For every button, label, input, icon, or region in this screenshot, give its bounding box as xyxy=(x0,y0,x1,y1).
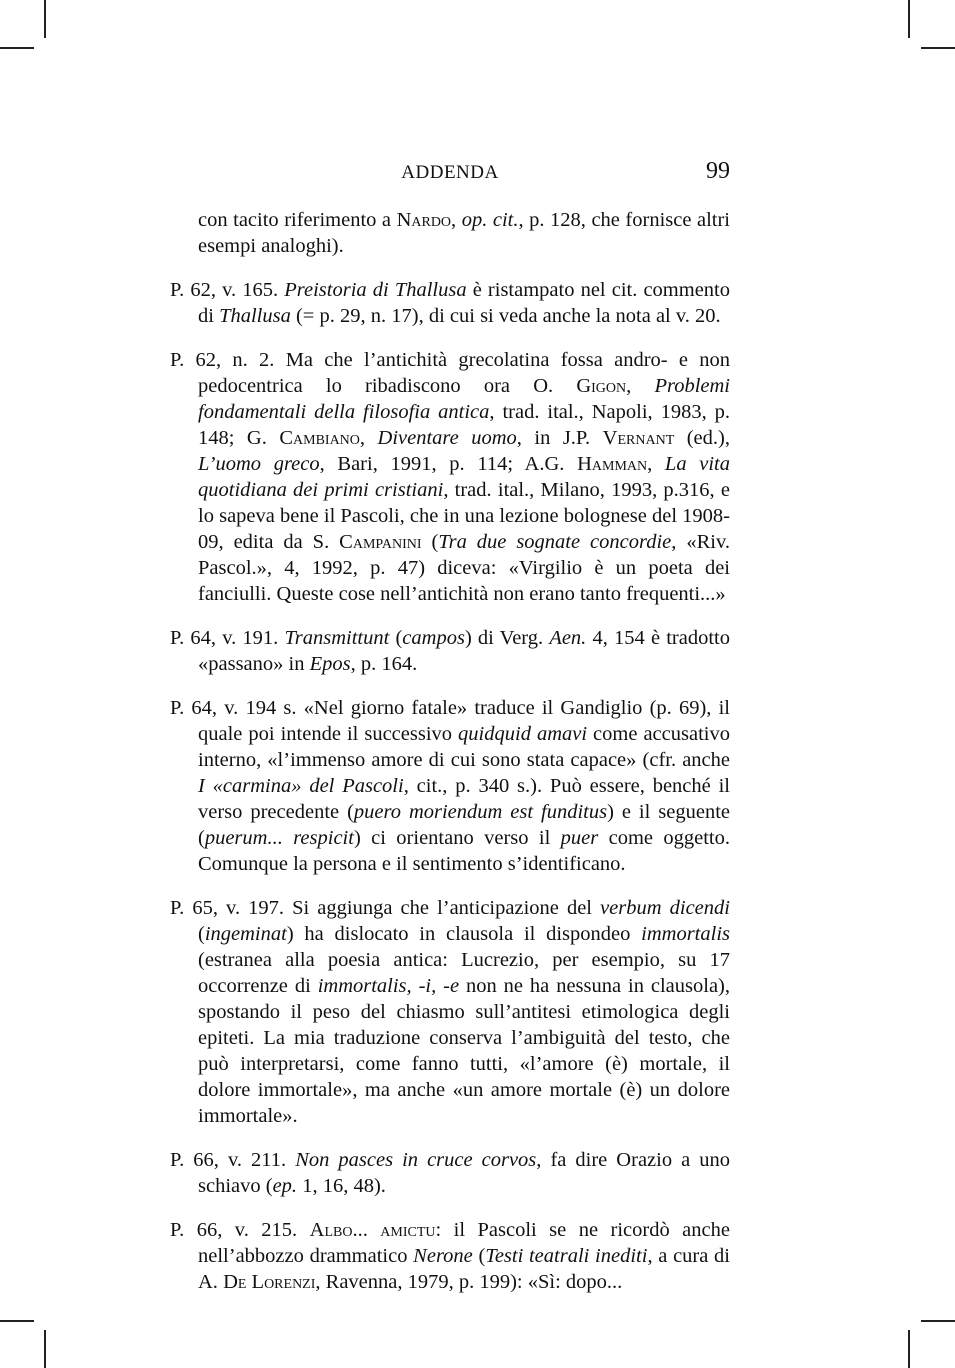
note-text: ) ha dislocato in clausola il dispondeo xyxy=(286,923,642,945)
italic-text: Transmittunt xyxy=(284,627,390,649)
note-text: P. 62, v. 165. xyxy=(170,279,285,301)
author-name: Campanini xyxy=(339,531,422,553)
note-text: ( xyxy=(198,923,205,945)
italic-text: Problemi fondamentali della filosofia antica xyxy=(198,375,731,423)
note-text: ( xyxy=(389,627,403,649)
note-text: , xyxy=(647,453,665,475)
note-text: come oggetto. Comunque la persona e il sentimento s’identificano. xyxy=(198,827,730,875)
note-text: , p. 164. xyxy=(350,653,418,675)
author-name: Albo... amictu xyxy=(309,1219,436,1241)
page-body xyxy=(170,207,730,1313)
italic-text: L’uomo greco xyxy=(198,453,320,475)
note-text: 1, 16, 48). xyxy=(297,1175,386,1197)
note-text: , p. 128, che fornisce altri esempi analoghi). xyxy=(198,209,730,257)
note-text: è ristampato nel cit. commento di xyxy=(198,279,730,327)
page-number: 99 xyxy=(706,158,730,184)
note-text: , Ravenna, 1979, p. 199): «Sì: dopo... xyxy=(315,1271,623,1293)
author-name: Gigon xyxy=(576,375,627,397)
crop-mark xyxy=(908,1330,910,1368)
note-text: , a cura di A. xyxy=(198,1245,730,1293)
italic-text: Tra due sognate concordie xyxy=(438,531,672,553)
note-text: (ed.), xyxy=(674,427,730,449)
crop-mark xyxy=(908,0,910,38)
note-paragraph xyxy=(170,895,730,1129)
note-paragraph xyxy=(170,347,730,607)
italic-text: immortalis xyxy=(641,923,730,945)
note-paragraph xyxy=(170,277,730,329)
note-text: non ne ha nessuna in clausola), spostando il peso del chiasmo sull’antitesi etimologica degli epiteti. La mia traduzione conserva l’ambiguità del testo, che può interpretarsi, come fanno tutti, «l’amore (è) mortale, il dolore immortale», ma anche «un amore mortale (è) un dolore immortale». xyxy=(198,975,731,1127)
note-paragraph xyxy=(170,625,730,677)
note-text: , xyxy=(451,209,462,231)
header-title: ADDENDA xyxy=(401,162,499,183)
note-text: : il Pascoli se ne ricordò anche nell’abbozzo drammatico xyxy=(198,1219,730,1267)
note-text: P. 66, v. 215. xyxy=(170,1219,310,1241)
crop-mark xyxy=(44,0,46,38)
note-text: 4, 154 è tradotto «passano» in xyxy=(198,627,730,675)
italic-text: Thallusa xyxy=(219,305,291,327)
italic-text: immortalis, -i, -e xyxy=(317,975,460,997)
note-text: , xyxy=(626,375,655,397)
crop-mark xyxy=(921,47,955,49)
italic-text: puero moriendum est funditus xyxy=(353,801,608,823)
italic-text: quidquid amavi xyxy=(458,723,588,745)
note-text: ) di Verg. xyxy=(464,627,550,649)
italic-text: puerum... respicit xyxy=(204,827,354,849)
note-text: P. 65, v. 197. Si aggiunga che l’anticipazione del xyxy=(170,897,601,919)
italic-text: Non pasces in cruce corvos xyxy=(295,1149,537,1171)
note-text: ) ci orientano verso il xyxy=(353,827,561,849)
author-name: De Lorenzi xyxy=(223,1271,316,1293)
note-text: , Bari, 1991, p. 114; A.G. xyxy=(319,453,578,475)
crop-mark xyxy=(921,1320,955,1322)
italic-text: verbum dicendi xyxy=(600,897,730,919)
italic-text: Epos xyxy=(309,653,351,675)
note-text: ( xyxy=(421,531,439,553)
note-text: ) e il seguente ( xyxy=(198,801,730,849)
italic-text: op. cit. xyxy=(461,209,519,231)
note-text: , fa dire Orazio a uno schiavo ( xyxy=(198,1149,731,1197)
note-paragraph xyxy=(170,1147,730,1199)
author-name: Vernant xyxy=(602,427,675,449)
note-paragraph xyxy=(170,1217,730,1295)
note-text: (estranea alla poesia antica: Lucrezio, per esempio, su 17 occorrenze di xyxy=(198,949,730,997)
note-text: P. 64, v. 191. xyxy=(170,627,285,649)
italic-text: La vita quotidiana dei primi cristiani xyxy=(198,453,730,501)
author-name: Nardo xyxy=(396,209,452,231)
note-text: P. 64, v. 194 s. «Nel giorno fatale» traduce il Gandiglio (p. 69), il quale poi intende il successivo xyxy=(170,697,730,745)
italic-text: Testi teatrali inediti xyxy=(485,1245,648,1267)
author-name: Hamman xyxy=(577,453,648,475)
note-text: , trad. ital., Napoli, 1983, p. 148; G. xyxy=(198,401,731,449)
note-text: ( xyxy=(472,1245,486,1267)
note-text: , xyxy=(359,427,378,449)
note-text: come accusativo interno, «l’immenso amore di cui sono stata capace» (cfr. anche xyxy=(198,723,730,771)
note-text: , «Riv. Pascol.», 4, 1992, p. 47) diceva: «Virgilio è un poeta dei fanciulli. Queste cose nell’antichità non erano tanto frequenti...» xyxy=(198,531,731,605)
italic-text: campos xyxy=(402,627,465,649)
note-text: con tacito riferimento a xyxy=(198,209,397,231)
italic-text: ingeminat xyxy=(204,923,287,945)
note-text: P. 66, v. 211. xyxy=(170,1149,296,1171)
note-text: P. 62, n. 2. Ma che l’antichità grecolatina fossa andro- e non pedocentrica lo ribadiscono ora O. xyxy=(170,349,730,397)
italic-text: Diventare uomo xyxy=(377,427,517,449)
note-text: , cit., p. 340 s.). Può essere, benché il verso precedente ( xyxy=(198,775,730,823)
note-paragraph xyxy=(170,695,730,877)
crop-mark xyxy=(0,1320,34,1322)
note-text: , in J.P. xyxy=(516,427,603,449)
note-text: , trad. ital., Milano, 1993, p.316, e lo sapeva bene il Pascoli, che in una lezione bolognese del 1908-09, edita da S. xyxy=(198,479,730,553)
note-text: (= p. 29, n. 17), di cui si veda anche la nota al v. 20. xyxy=(290,305,721,327)
italic-text: Preistoria di Thallusa xyxy=(284,279,467,301)
note-paragraph xyxy=(170,207,730,259)
italic-text: ep. xyxy=(272,1175,298,1197)
italic-text: Nerone xyxy=(413,1245,473,1267)
italic-text: Aen. xyxy=(549,627,587,649)
italic-text: I «carmina» del Pascoli xyxy=(198,775,404,797)
crop-mark xyxy=(44,1330,46,1368)
author-name: Cambiano xyxy=(279,427,360,449)
italic-text: puer xyxy=(560,827,599,849)
crop-mark xyxy=(0,47,34,49)
